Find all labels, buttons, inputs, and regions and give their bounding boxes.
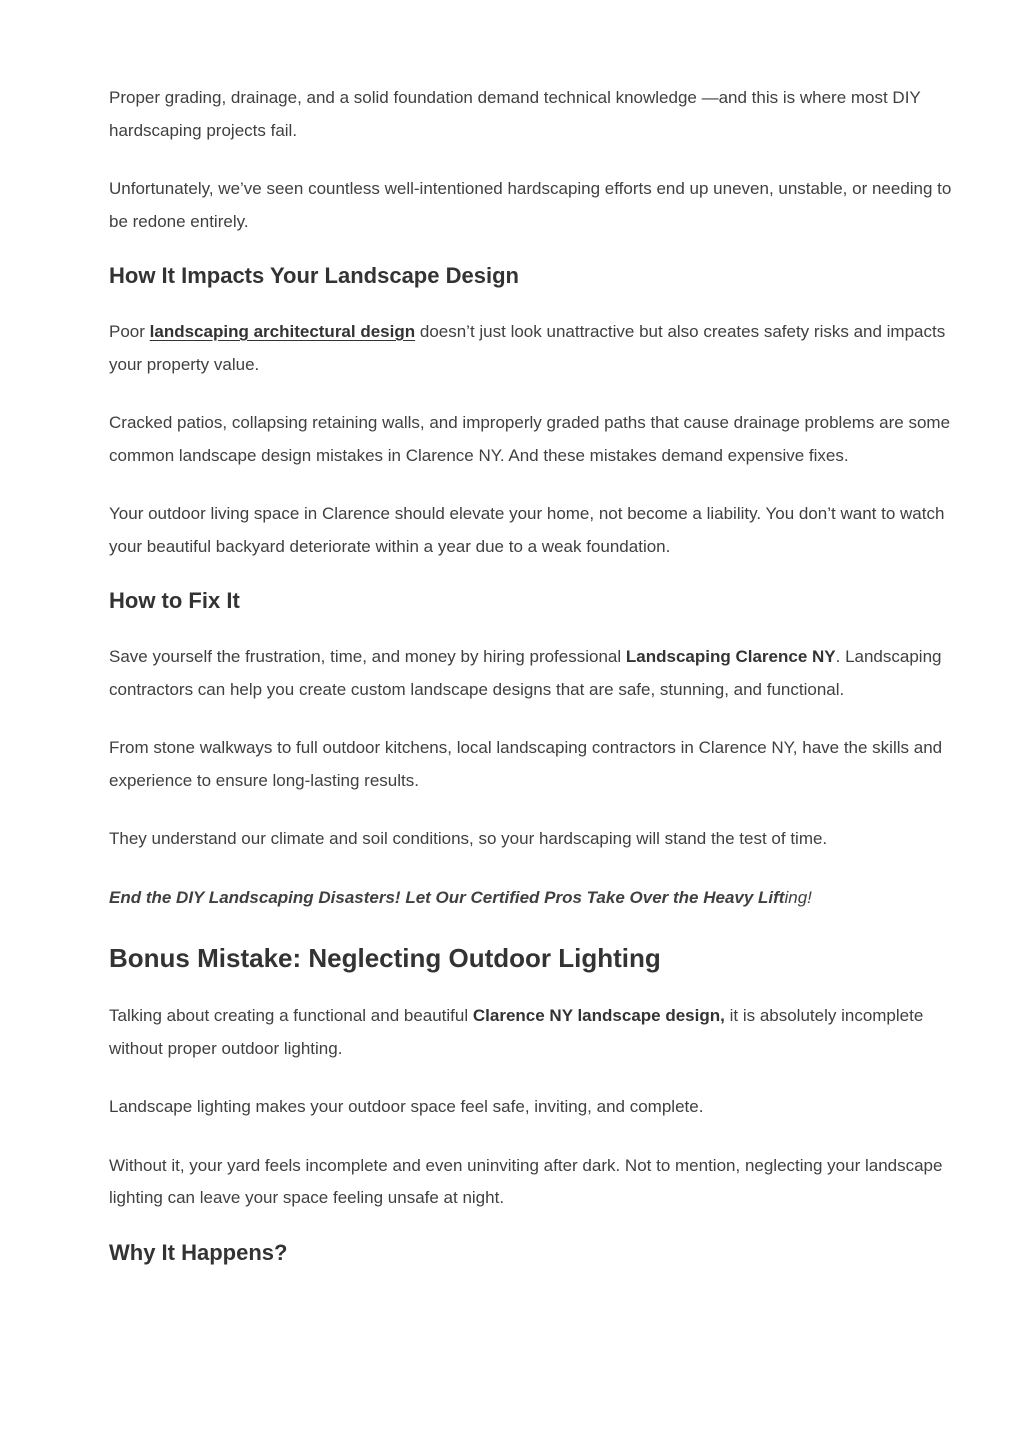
document-page (109, 78, 959, 1268)
paragraph-climate-soil: They understand our climate and soil conditions, so your hardscaping will stand the test of time. (109, 829, 828, 848)
paragraph-cracked-patios: Cracked patios, collapsing retaining walls, and improperly graded paths that cause drainage problems are some common landscape design mistakes in Clarence NY. And these mistakes demand expensive fixes. (109, 413, 951, 465)
link-landscaping-architectural-design[interactable]: landscaping architectural design (149, 322, 416, 341)
call-to-action (109, 882, 959, 915)
paragraph-outdoor-living-space: Your outdoor living space in Clarence should elevate your home, not become a liability. You don’t want to watch your beautiful backyard deteriorate within a year due to a weak foundation. (109, 504, 945, 556)
cta-bold-text: End the DIY Landscaping Disasters! Let Our Certified Pros Take Over the Heavy Lift (109, 887, 785, 907)
paragraph-diy-foundation: Proper grading, drainage, and a solid foundation demand technical knowledge —and this is where most DIY hardscaping projects fail. (109, 88, 921, 140)
text-landscaping-clarence-ny: Landscaping Clarence NY (625, 647, 836, 666)
cta-tail-text: ing! (784, 887, 812, 907)
heading-why-it-happens: Why It Happens? (109, 1239, 288, 1265)
paragraph-functional-design (109, 1000, 959, 1065)
paragraph-hire-professional (109, 641, 959, 706)
text-clarence-ny-landscape-design: Clarence NY landscape design, (472, 1006, 725, 1025)
paragraph-hardscaping-efforts: Unfortunately, we’ve seen countless well-intentioned hardscaping efforts end up uneven, unstable, or needing to be redone entirely. (109, 179, 952, 231)
paragraph-landscape-lighting: Landscape lighting makes your outdoor space feel safe, inviting, and complete. (109, 1097, 704, 1116)
text-talking-about: Talking about creating a functional and beautiful (109, 1006, 469, 1025)
text-save-yourself: Save yourself the frustration, time, and money by hiring professional (109, 647, 622, 666)
text-poor-rest: doesn’t just look unattractive but also creates safety risks and impacts your property value. (109, 322, 946, 374)
text-poor: Poor (109, 322, 145, 341)
paragraph-without-lighting: Without it, your yard feels incomplete and even uninviting after dark. Not to mention, neglecting your landscape lighting can leave your space feeling unsafe at night. (109, 1155, 943, 1207)
paragraph-poor-design (109, 316, 959, 381)
text-contractors: . Landscaping contractors can help you create custom landscape designs that are safe, stunning, and functional. (109, 647, 942, 699)
heading-bonus-mistake: Bonus Mistake: Neglecting Outdoor Lighting (109, 943, 661, 973)
text-incomplete: it is absolutely incomplete without proper outdoor lighting. (109, 1006, 924, 1058)
paragraph-stone-walkways: From stone walkways to full outdoor kitchens, local landscaping contractors in Clarence NY, have the skills and experience to ensure long-lasting results. (109, 738, 943, 790)
heading-impacts-landscape-design: How It Impacts Your Landscape Design (109, 263, 519, 288)
heading-how-to-fix: How to Fix It (109, 588, 240, 613)
